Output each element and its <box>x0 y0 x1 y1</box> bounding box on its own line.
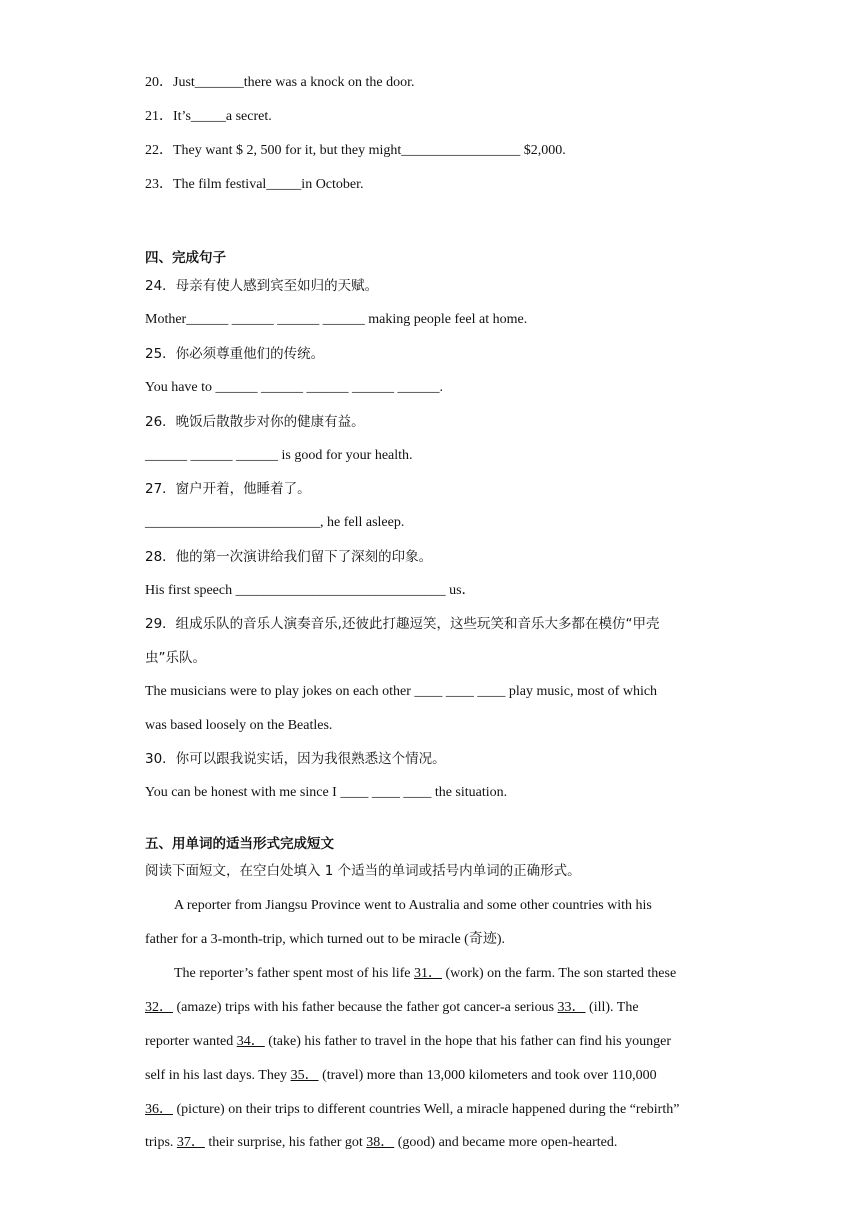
passage-line: father for a 3-month-trip, which turned out to be miracle (奇迹). <box>145 932 505 947</box>
passage-text: trips. <box>145 1135 177 1150</box>
question-29-prompt-line-2: 虫”乐队。 <box>145 650 206 666</box>
question-22: 22．They want $ 2, 500 for it, but they might_________________ $2,000. <box>145 143 566 158</box>
question-26-sentence: ______ ______ ______ is good for your health. <box>145 448 413 463</box>
question-29-sentence-line-1: The musicians were to play jokes on each other ____ ____ ____ play music, most of which <box>145 684 658 699</box>
passage-text: (amaze) trips with his father because the father got cancer-a serious <box>173 1000 558 1015</box>
passage-line <box>145 998 639 1018</box>
question-24-sentence: Mother______ ______ ______ ______ making people feel at home. <box>145 312 528 327</box>
question-27-sentence: _________________________, he fell asleep. <box>145 515 405 530</box>
blank-38: 38． <box>366 1135 395 1150</box>
question-25-sentence: You have to ______ ______ ______ ______ ______. <box>145 380 444 395</box>
question-30-prompt: 30．你可以跟我说实话，因为我很熟悉这个情况。 <box>145 751 446 767</box>
blank-35: 35． <box>290 1068 319 1083</box>
question-26-prompt: 26．晚饭后散散步对你的健康有益。 <box>145 414 365 430</box>
question-23: 23．The film festival_____in October. <box>145 177 364 192</box>
passage-text: self in his last days. They <box>145 1068 291 1083</box>
passage-text: (work) on the farm. The son started these <box>442 966 677 981</box>
passage-text: (good) and became more open-hearted. <box>394 1135 618 1150</box>
passage-line <box>145 1100 679 1120</box>
question-24-prompt: 24．母亲有使人感到宾至如归的天赋。 <box>145 278 379 294</box>
passage-line <box>174 964 676 984</box>
question-27-prompt: 27．窗户开着，他睡着了。 <box>145 481 311 497</box>
passage-line <box>145 1066 657 1086</box>
passage-line: A reporter from Jiangsu Province went to Australia and some other countries with his <box>174 898 652 913</box>
passage-text: The reporter’s father spent most of his life <box>174 966 415 981</box>
blank-33: 33． <box>557 1000 586 1015</box>
passage-text: their surprise, his father got <box>204 1135 367 1150</box>
passage-text: (take) his father to travel in the hope that his father can find his younger <box>264 1034 671 1049</box>
question-28-prompt: 28．他的第一次演讲给我们留下了深刻的印象。 <box>145 549 433 565</box>
passage-text: reporter wanted <box>145 1034 237 1049</box>
section-5-heading: 五、用单词的适当形式完成短文 <box>145 836 334 852</box>
question-25-prompt: 25．你必须尊重他们的传统。 <box>145 346 325 362</box>
blank-34: 34． <box>236 1034 265 1049</box>
passage-text: (ill). The <box>585 1000 639 1015</box>
passage-line <box>145 1133 617 1153</box>
passage-text: (travel) more than 13,000 kilometers and took over 110,000 <box>318 1068 657 1083</box>
blank-37: 37． <box>176 1135 205 1150</box>
blank-32: 32． <box>145 1000 173 1015</box>
blank-31: 31． <box>414 966 443 981</box>
passage-line <box>145 1032 671 1052</box>
section-5-instruction: 阅读下面短文，在空白处填入 1 个适当的单词或括号内单词的正确形式。 <box>145 863 581 879</box>
question-20: 20．Just_______there was a knock on the door. <box>145 75 415 90</box>
section-4-heading: 四、完成句子 <box>145 250 226 266</box>
question-30-sentence: You can be honest with me since I ____ ____ ____ the situation. <box>145 785 508 800</box>
question-29-sentence-line-2: was based loosely on the Beatles. <box>145 718 333 733</box>
question-29-prompt-line-1: 29．组成乐队的音乐人演奏音乐,还彼此打趣逗笑，这些玩笑和音乐大多都在模仿“甲壳 <box>145 616 660 632</box>
question-21: 21．It’s_____a secret. <box>145 109 272 124</box>
question-28-sentence: His first speech ______________________________ us． <box>145 583 476 598</box>
passage-text: (picture) on their trips to different countries Well, a miracle happened during the “rebirth” <box>173 1102 680 1117</box>
blank-36: 36． <box>145 1102 173 1117</box>
